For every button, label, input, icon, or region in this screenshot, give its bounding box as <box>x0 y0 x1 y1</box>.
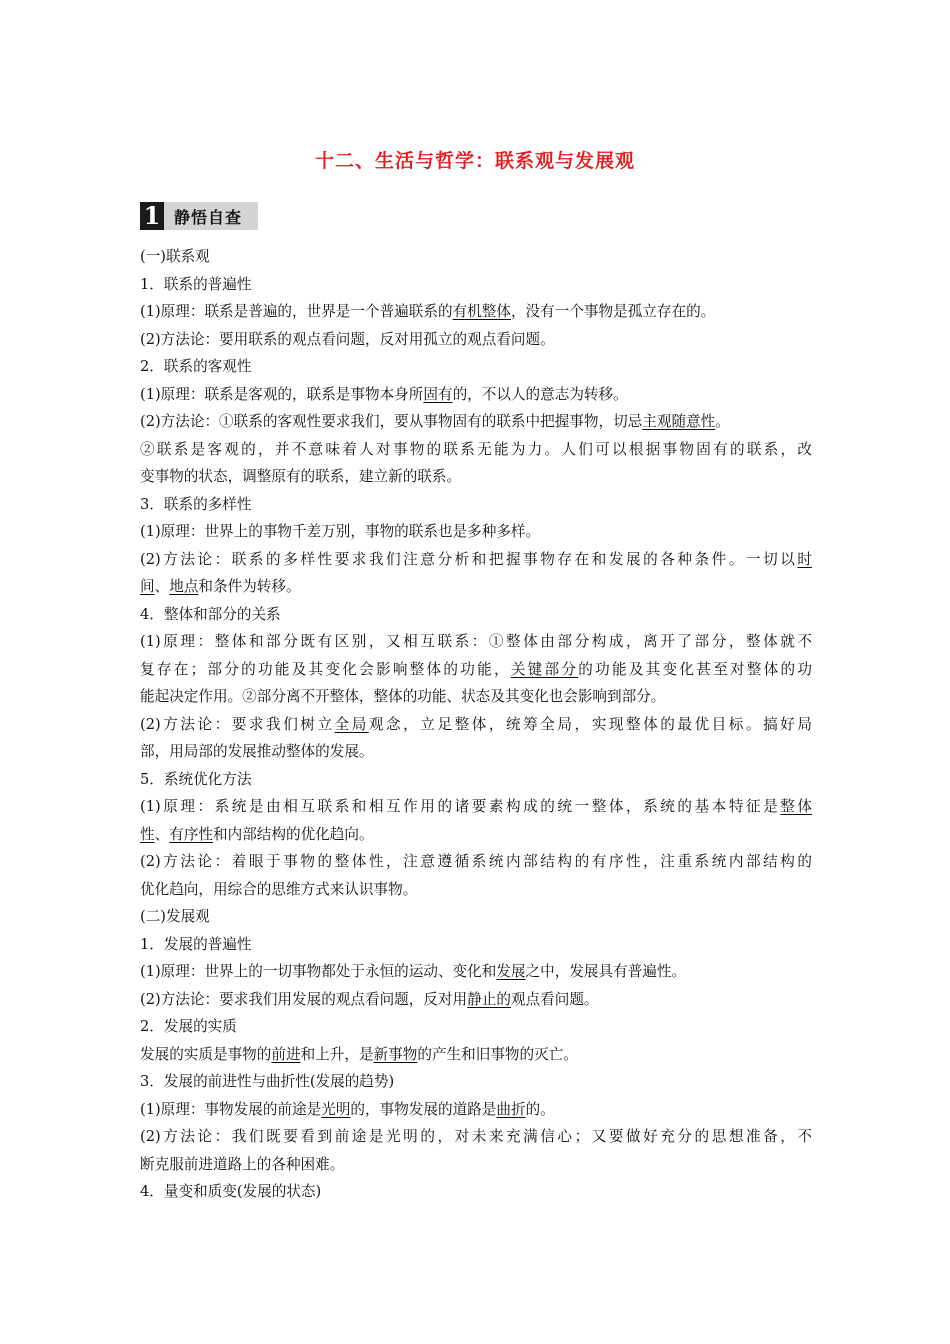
text-span: (1)原理：事物发展的前途是 <box>140 1100 322 1118</box>
text-span: 和上升，是 <box>300 1045 374 1063</box>
text-span: (1)原理：联系是客观的，联系是事物本身所 <box>140 385 424 403</box>
text-line <box>140 711 812 739</box>
key-term: 关键部分 <box>510 660 579 678</box>
text-span: 、 <box>154 825 170 843</box>
text-span: 4．整体和部分的关系 <box>140 605 281 623</box>
text-span: 、 <box>154 578 170 595</box>
text-span: (1)原理：系统是由相互联系和相互作用的诸要素构成的统一整体，系统的基本特征是 <box>140 798 781 815</box>
text-line <box>140 656 812 684</box>
document-body <box>140 243 812 1206</box>
key-term: 固有 <box>423 385 453 403</box>
text-line <box>140 1013 812 1041</box>
text-span: (2)方法论：要用联系的观点看问题，反对用孤立的观点看问题。 <box>140 330 555 348</box>
text-span: 观念，立足整体，统筹全局，实现整体的最优目标。搞好局 <box>368 715 812 733</box>
text-line <box>140 931 812 959</box>
text-span: 5．系统优化方法 <box>140 770 252 788</box>
text-span: ②联系是客观的，并不意味着人对事物的联系无能为力。人们可以根据事物固有的联系，改 <box>140 440 812 458</box>
key-term: 时 <box>797 550 812 568</box>
text-line <box>140 601 812 629</box>
text-line <box>140 1151 812 1179</box>
key-term: 地点 <box>169 578 199 595</box>
text-span: (二)发展观 <box>140 908 210 925</box>
text-line <box>140 628 812 656</box>
text-line <box>140 738 812 766</box>
text-span: 之中，发展具有普遍性。 <box>525 963 687 980</box>
text-span: 的，事物发展的道路是 <box>350 1100 497 1118</box>
text-span: (2)方法论：联系的多样性要求我们注意分析和把握事物存在和发展的各种条件。一切以 <box>140 550 798 568</box>
text-line <box>140 381 812 409</box>
text-span: 1．发展的普遍性 <box>140 935 252 953</box>
text-line <box>140 1041 812 1069</box>
text-span: 和内部结构的优化趋向。 <box>213 825 374 843</box>
key-term: 光明 <box>321 1100 351 1118</box>
text-line <box>140 491 812 519</box>
text-span: 发展的实质是事物的 <box>140 1045 272 1063</box>
text-span: (1)原理：世界上的事物千差万别，事物的联系也是多种多样。 <box>140 523 541 540</box>
text-line <box>140 821 812 849</box>
key-term: 曲折 <box>496 1100 526 1118</box>
text-line <box>140 463 812 491</box>
text-span: 3．联系的多样性 <box>140 495 252 513</box>
section-label: 静悟自查 <box>174 207 243 227</box>
key-term: 静止的 <box>467 990 511 1008</box>
key-term: 新事物 <box>373 1045 418 1063</box>
key-term: 前进 <box>271 1045 301 1063</box>
key-term: 有序性 <box>169 825 214 843</box>
text-line <box>140 518 812 546</box>
text-span: 2．发展的实质 <box>140 1018 237 1035</box>
section-header <box>140 202 258 230</box>
text-line <box>140 298 812 326</box>
text-span: (2)方法论：要求我们用发展的观点看问题，反对用 <box>140 990 468 1008</box>
page-title: 十二、生活与哲学：联系观与发展观 <box>314 150 635 172</box>
text-span: (2)方法论：要求我们树立 <box>140 715 335 733</box>
text-span: 复存在；部分的功能及其变化会影响整体的功能， <box>140 660 511 678</box>
text-line <box>140 1123 812 1151</box>
text-span: 的，不以人的意志为转移。 <box>452 385 628 403</box>
text-line <box>140 1178 812 1206</box>
text-span: 断克服前进道路上的各种困难。 <box>140 1155 345 1173</box>
text-span: 。 <box>715 413 730 430</box>
text-line <box>140 903 812 931</box>
text-span: 的功能及其变化甚至对整体的功 <box>578 660 812 678</box>
text-span: ，没有一个事物是孤立存在的。 <box>510 303 716 320</box>
key-term: 整体 <box>780 798 812 815</box>
text-span: 部，用局部的发展推动整体的发展。 <box>140 743 374 760</box>
text-span: 和条件为转移。 <box>198 578 301 595</box>
key-term: 发展 <box>496 963 526 980</box>
text-line <box>140 958 812 986</box>
key-term: 有机整体 <box>452 303 511 320</box>
text-span: 优化趋向，用综合的思维方式来认识事物。 <box>140 880 418 898</box>
text-line <box>140 848 812 876</box>
text-span: 能起决定作用。②部分离不开整体，整体的功能、状态及其变化也会影响到部分。 <box>140 688 666 705</box>
text-line <box>140 766 812 794</box>
text-line <box>140 573 812 601</box>
key-term: 性 <box>140 825 155 843</box>
text-span: (2)方法论：我们既要看到前途是光明的，对未来充满信心；又要做好充分的思想准备，不 <box>140 1128 812 1145</box>
text-span: (1)原理：世界上的一切事物都处于永恒的运动、变化和 <box>140 963 497 980</box>
text-span: (2)方法论：着眼于事物的整体性，注意遵循系统内部结构的有序性，注重系统内部结构的 <box>140 853 812 870</box>
text-line <box>140 408 812 436</box>
text-span: (1)原理：整体和部分既有区别，又相互联系：①整体由部分构成，离开了部分，整体就不 <box>140 633 812 650</box>
text-span: (2)方法论：①联系的客观性要求我们，要从事物固有的联系中把握事物，切忌 <box>140 413 643 430</box>
text-line <box>140 243 812 271</box>
text-span: 3．发展的前进性与曲折性(发展的趋势) <box>140 1073 395 1090</box>
text-line <box>140 1068 812 1096</box>
text-span: (一)联系观 <box>140 248 210 265</box>
text-span: 的产生和旧事物的灭亡。 <box>417 1045 578 1063</box>
key-term: 间 <box>140 578 155 595</box>
text-line <box>140 436 812 464</box>
text-span: 的。 <box>525 1100 555 1118</box>
text-span: 观点看问题。 <box>510 990 599 1008</box>
text-span: (1)原理：联系是普遍的，世界是一个普遍联系的 <box>140 303 453 320</box>
text-line <box>140 271 812 299</box>
text-line <box>140 683 812 711</box>
text-line <box>140 353 812 381</box>
text-span: 1．联系的普遍性 <box>140 275 252 293</box>
text-line <box>140 793 812 821</box>
key-term: 主观随意性 <box>642 413 716 430</box>
text-line <box>140 326 812 354</box>
key-term: 全局 <box>334 715 369 733</box>
text-line <box>140 546 812 574</box>
text-line <box>140 1096 812 1124</box>
text-span: 4．量变和质变(发展的状态) <box>140 1183 322 1200</box>
text-line <box>140 986 812 1014</box>
section-number-badge: 1 <box>140 202 164 230</box>
text-span: 2．联系的客观性 <box>140 358 252 375</box>
text-line <box>140 876 812 904</box>
text-span: 变事物的状态，调整原有的联系，建立新的联系。 <box>140 468 462 485</box>
